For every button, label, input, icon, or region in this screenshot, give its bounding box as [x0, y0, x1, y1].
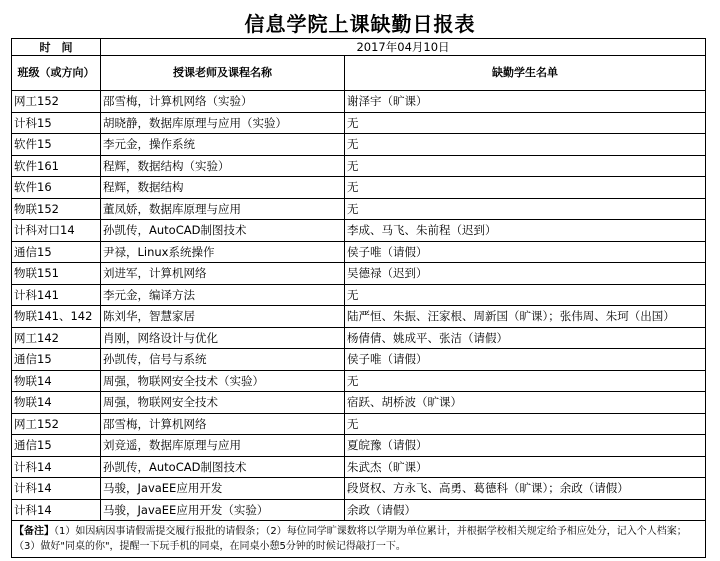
- class-cell: 计科15: [12, 112, 101, 134]
- absence-table: [11, 38, 706, 558]
- class-cell: 网工142: [12, 327, 101, 349]
- class-cell: 物联14: [12, 392, 101, 414]
- table-row: [12, 263, 706, 285]
- class-cell: 软件15: [12, 134, 101, 156]
- teacher-course-cell: 李元金，编译方法: [101, 284, 345, 306]
- absent-cell: 吴德禄（迟到）: [345, 263, 706, 285]
- absent-cell: 宿跃、胡桥波（旷课）: [345, 392, 706, 414]
- table-row: [12, 220, 706, 242]
- class-cell: 计科14: [12, 456, 101, 478]
- class-cell: 物联152: [12, 198, 101, 220]
- absent-cell: 朱武杰（旷课）: [345, 456, 706, 478]
- table-row: [12, 177, 706, 199]
- table-row: [12, 134, 706, 156]
- class-cell: 计科14: [12, 499, 101, 521]
- note-tag: 【备注】: [14, 526, 54, 537]
- report-date: 2017年04月10日: [101, 39, 706, 56]
- absent-cell: 段贤权、方永飞、高勇、葛德科（旷课）；余政（请假）: [345, 478, 706, 500]
- teacher-course-cell: 马骏，JavaEE应用开发（实验）: [101, 499, 345, 521]
- absent-cell: 谢泽宇（旷课）: [345, 91, 706, 113]
- date-row: [12, 39, 706, 56]
- absent-cell: 侯子唯（请假）: [345, 241, 706, 263]
- absent-cell: 无: [345, 112, 706, 134]
- table-row: [12, 349, 706, 371]
- table-row: [12, 112, 706, 134]
- class-cell: 通信15: [12, 435, 101, 457]
- note-text: （1）如因病因事请假需提交履行报批的请假条；（2）每位同学旷课数将以学期为单位累计，并根据学校相关规定给予相应处分，记入个人档案；（3）做好"同桌的你"，提醒一下玩手机的同桌，在同桌小憩5分钟的时候记得敲打一下。: [14, 526, 687, 552]
- teacher-course-cell: 程辉，数据结构（实验）: [101, 155, 345, 177]
- teacher-course-cell: 邵雪梅，计算机网络（实验）: [101, 91, 345, 113]
- absent-cell: 无: [345, 284, 706, 306]
- table-row: [12, 456, 706, 478]
- class-cell: 物联151: [12, 263, 101, 285]
- absent-cell: 李成、马飞、朱前程（迟到）: [345, 220, 706, 242]
- absent-cell: 无: [345, 134, 706, 156]
- table-row: [12, 327, 706, 349]
- table-row: [12, 499, 706, 521]
- absent-cell: 陆严恒、朱振、汪家根、周新国（旷课）；张伟周、朱珂（出国）: [345, 306, 706, 328]
- teacher-course-cell: 周强，物联网安全技术: [101, 392, 345, 414]
- teacher-course-cell: 肖刚，网络设计与优化: [101, 327, 345, 349]
- class-cell: 网工152: [12, 91, 101, 113]
- table-row: [12, 241, 706, 263]
- table-row: [12, 435, 706, 457]
- teacher-course-cell: 邵雪梅，计算机网络: [101, 413, 345, 435]
- table-row: [12, 284, 706, 306]
- absent-cell: 夏皖豫（请假）: [345, 435, 706, 457]
- absent-cell: 无: [345, 177, 706, 199]
- class-cell: 软件161: [12, 155, 101, 177]
- table-row: [12, 413, 706, 435]
- absent-cell: 侯子唯（请假）: [345, 349, 706, 371]
- note-cell: [12, 521, 706, 558]
- teacher-course-cell: 董凤娇，数据库原理与应用: [101, 198, 345, 220]
- table-row: [12, 392, 706, 414]
- absent-cell: 杨倩倩、姚成平、张洁（请假）: [345, 327, 706, 349]
- table-row: [12, 306, 706, 328]
- teacher-course-cell: 陈刘华，智慧家居: [101, 306, 345, 328]
- teacher-course-cell: 周强，物联网安全技术（实验）: [101, 370, 345, 392]
- header-class: 班级（或方向）: [12, 56, 101, 91]
- absent-cell: 余政（请假）: [345, 499, 706, 521]
- teacher-course-cell: 孙凯传，信号与系统: [101, 349, 345, 371]
- time-label: 时 间: [12, 39, 101, 56]
- table-row: [12, 478, 706, 500]
- header-absent-students: 缺勤学生名单: [345, 56, 706, 91]
- header-teacher-course: 授课老师及课程名称: [101, 56, 345, 91]
- class-cell: 通信15: [12, 349, 101, 371]
- class-cell: 物联141、142: [12, 306, 101, 328]
- header-row: [12, 56, 706, 91]
- absent-cell: 无: [345, 413, 706, 435]
- absent-cell: 无: [345, 155, 706, 177]
- note-row: [12, 521, 706, 558]
- absent-cell: 无: [345, 198, 706, 220]
- table-row: [12, 198, 706, 220]
- teacher-course-cell: 胡晓静，数据库原理与应用（实验）: [101, 112, 345, 134]
- teacher-course-cell: 孙凯传，AutoCAD制图技术: [101, 220, 345, 242]
- report-title: 信息学院上课缺勤日报表: [244, 12, 476, 36]
- teacher-course-cell: 李元金，操作系统: [101, 134, 345, 156]
- teacher-course-cell: 孙凯传，AutoCAD制图技术: [101, 456, 345, 478]
- class-cell: 通信15: [12, 241, 101, 263]
- class-cell: 软件16: [12, 177, 101, 199]
- teacher-course-cell: 刘进军，计算机网络: [101, 263, 345, 285]
- teacher-course-cell: 尹禄，Linux系统操作: [101, 241, 345, 263]
- class-cell: 计科14: [12, 478, 101, 500]
- table-row: [12, 370, 706, 392]
- table-row: [12, 91, 706, 113]
- class-cell: 物联14: [12, 370, 101, 392]
- absent-cell: 无: [345, 370, 706, 392]
- class-cell: 网工152: [12, 413, 101, 435]
- teacher-course-cell: 刘竞遥，数据库原理与应用: [101, 435, 345, 457]
- teacher-course-cell: 马骏，JavaEE应用开发: [101, 478, 345, 500]
- table-row: [12, 155, 706, 177]
- class-cell: 计科141: [12, 284, 101, 306]
- teacher-course-cell: 程辉，数据结构: [101, 177, 345, 199]
- class-cell: 计科对口14: [12, 220, 101, 242]
